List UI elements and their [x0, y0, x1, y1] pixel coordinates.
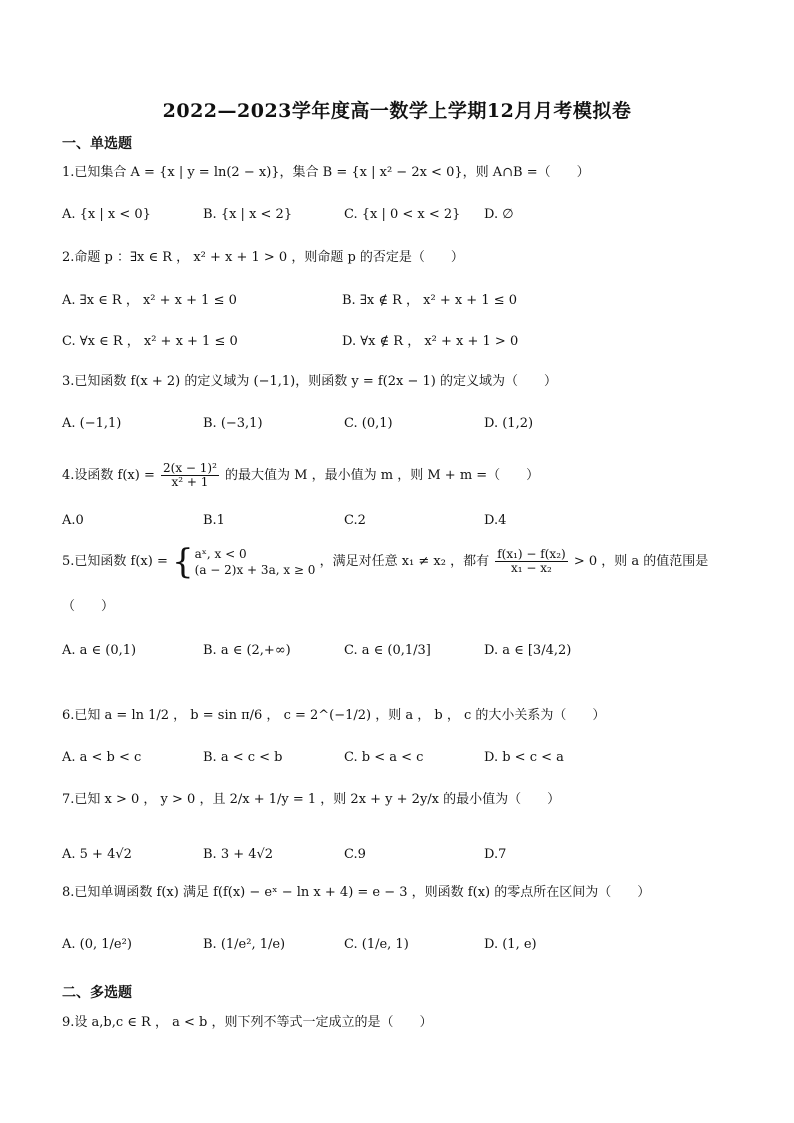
- section-heading-multi-choice: 二、多选题: [62, 985, 132, 1001]
- question-3-option-b: B. (−3,1): [203, 416, 263, 431]
- section-heading-single-choice: 一、单选题: [62, 136, 132, 152]
- question-8-option-b: B. (1/e², 1/e): [203, 937, 286, 952]
- question-5-option-d: D. a ∈ [3/4,2): [484, 643, 572, 658]
- left-brace-icon: {: [172, 541, 194, 582]
- question-7-option-d: D.7: [484, 847, 507, 862]
- question-1-option-d: D. ∅: [484, 207, 514, 222]
- question-1-option-c: C. {x | 0 < x < 2}: [344, 207, 461, 222]
- question-4-option-a: A.0: [62, 513, 84, 528]
- question-4-stem: [62, 456, 764, 496]
- question-4-numerator: 2(x − 1)²: [163, 460, 217, 475]
- question-2-option-d: D. ∀x ∉ R ， x² + x + 1 > 0: [342, 334, 519, 349]
- exam-title: 2022—2023学年度高一数学上学期12月月考模拟卷: [162, 100, 632, 122]
- question-5-piecewise: [172, 541, 316, 582]
- question-5-numerator: f(x₁) − f(x₂): [497, 546, 566, 561]
- question-8-option-d: D. (1, e): [484, 937, 537, 952]
- question-4-fraction: [161, 462, 219, 489]
- question-2-stem: 2.命题 p ：∃x ∈ R ， x² + x + 1 > 0 ，则命题 p 的否定是（ ）: [62, 250, 464, 265]
- question-7-option-c: C.9: [344, 847, 366, 862]
- question-3-option-c: C. (0,1): [344, 416, 393, 431]
- question-6-option-d: D. b < c < a: [484, 750, 564, 765]
- question-1-option-b: B. {x | x < 2}: [203, 207, 293, 222]
- question-4-option-d: D.4: [484, 513, 507, 528]
- question-4-suffix: 的最大值为 M ，最小值为 m ，则 M + m =（ ）: [225, 468, 540, 483]
- question-6-option-c: C. b < a < c: [344, 750, 424, 765]
- question-5-prefix: 5.已知函数 f(x) =: [62, 554, 168, 569]
- question-8-option-a: A. (0, 1/e²): [62, 937, 132, 952]
- question-2-option-c: C. ∀x ∈ R ， x² + x + 1 ≤ 0: [62, 334, 238, 349]
- question-5-denominator: x₁ − x₂: [511, 561, 552, 575]
- question-7-option-a: A. 5 + 4√2: [62, 847, 132, 862]
- question-5-option-b: B. a ∈ (2,+∞): [203, 643, 291, 658]
- question-8-stem: 8.已知单调函数 f(x) 满足 f(f(x) − eˣ − ln x + 4) = e − 3 ，则函数 f(x) 的零点所在区间为（ ）: [62, 885, 651, 900]
- question-3-stem: 3.已知函数 f(x + 2) 的定义域为 (−1,1)，则函数 y = f(2x − 1) 的定义域为（ ）: [62, 374, 557, 389]
- question-5-stem: [62, 540, 764, 584]
- question-4-denominator: x² + 1: [171, 475, 209, 489]
- question-4-prefix: 4.设函数 f(x) =: [62, 468, 155, 483]
- question-5-piece-1: aˣ, x < 0: [194, 546, 247, 561]
- question-3-option-a: A. (−1,1): [62, 416, 122, 431]
- question-6-stem: 6.已知 a = ln 1/2 ， b = sin π/6 ， c = 2^(−1/2) ，则 a ， b ， c 的大小关系为（ ）: [62, 708, 606, 723]
- question-5-middle: ，满足对任意 x₁ ≠ x₂ ，都有: [319, 554, 490, 569]
- question-7-stem: 7.已知 x > 0 ， y > 0 ，且 2/x + 1/y = 1 ，则 2x + y + 2y/x 的最小值为（ ）: [62, 792, 561, 807]
- question-6-option-b: B. a < c < b: [203, 750, 283, 765]
- question-5-piece-2: (a − 2)x + 3a, x ≥ 0: [194, 562, 316, 577]
- question-5-fraction: [495, 548, 567, 575]
- question-1-option-a: A. {x | x < 0}: [62, 207, 151, 222]
- question-1-stem: 1.已知集合 A = {x | y = ln(2 − x)}，集合 B = {x | x² − 2x < 0}，则 A∩B =（ ）: [62, 165, 590, 180]
- question-9-stem: 9.设 a,b,c ∈ R ， a < b ，则下列不等式一定成立的是（ ）: [62, 1015, 433, 1030]
- question-5-continuation: （ ）: [62, 599, 115, 614]
- question-5-option-a: A. a ∈ (0,1): [62, 643, 137, 658]
- question-8-option-c: C. (1/e, 1): [344, 937, 409, 952]
- question-5-option-c: C. a ∈ (0,1/3]: [344, 643, 431, 658]
- question-3-option-d: D. (1,2): [484, 416, 534, 431]
- question-6-option-a: A. a < b < c: [62, 750, 142, 765]
- question-4-option-c: C.2: [344, 513, 366, 528]
- question-5-suffix: > 0 ，则 a 的值范围是: [573, 554, 709, 569]
- question-2-option-a: A. ∃x ∈ R ， x² + x + 1 ≤ 0: [62, 293, 237, 308]
- question-7-option-b: B. 3 + 4√2: [203, 847, 274, 862]
- question-2-option-b: B. ∃x ∉ R ， x² + x + 1 ≤ 0: [342, 293, 518, 308]
- question-4-option-b: B.1: [203, 513, 225, 528]
